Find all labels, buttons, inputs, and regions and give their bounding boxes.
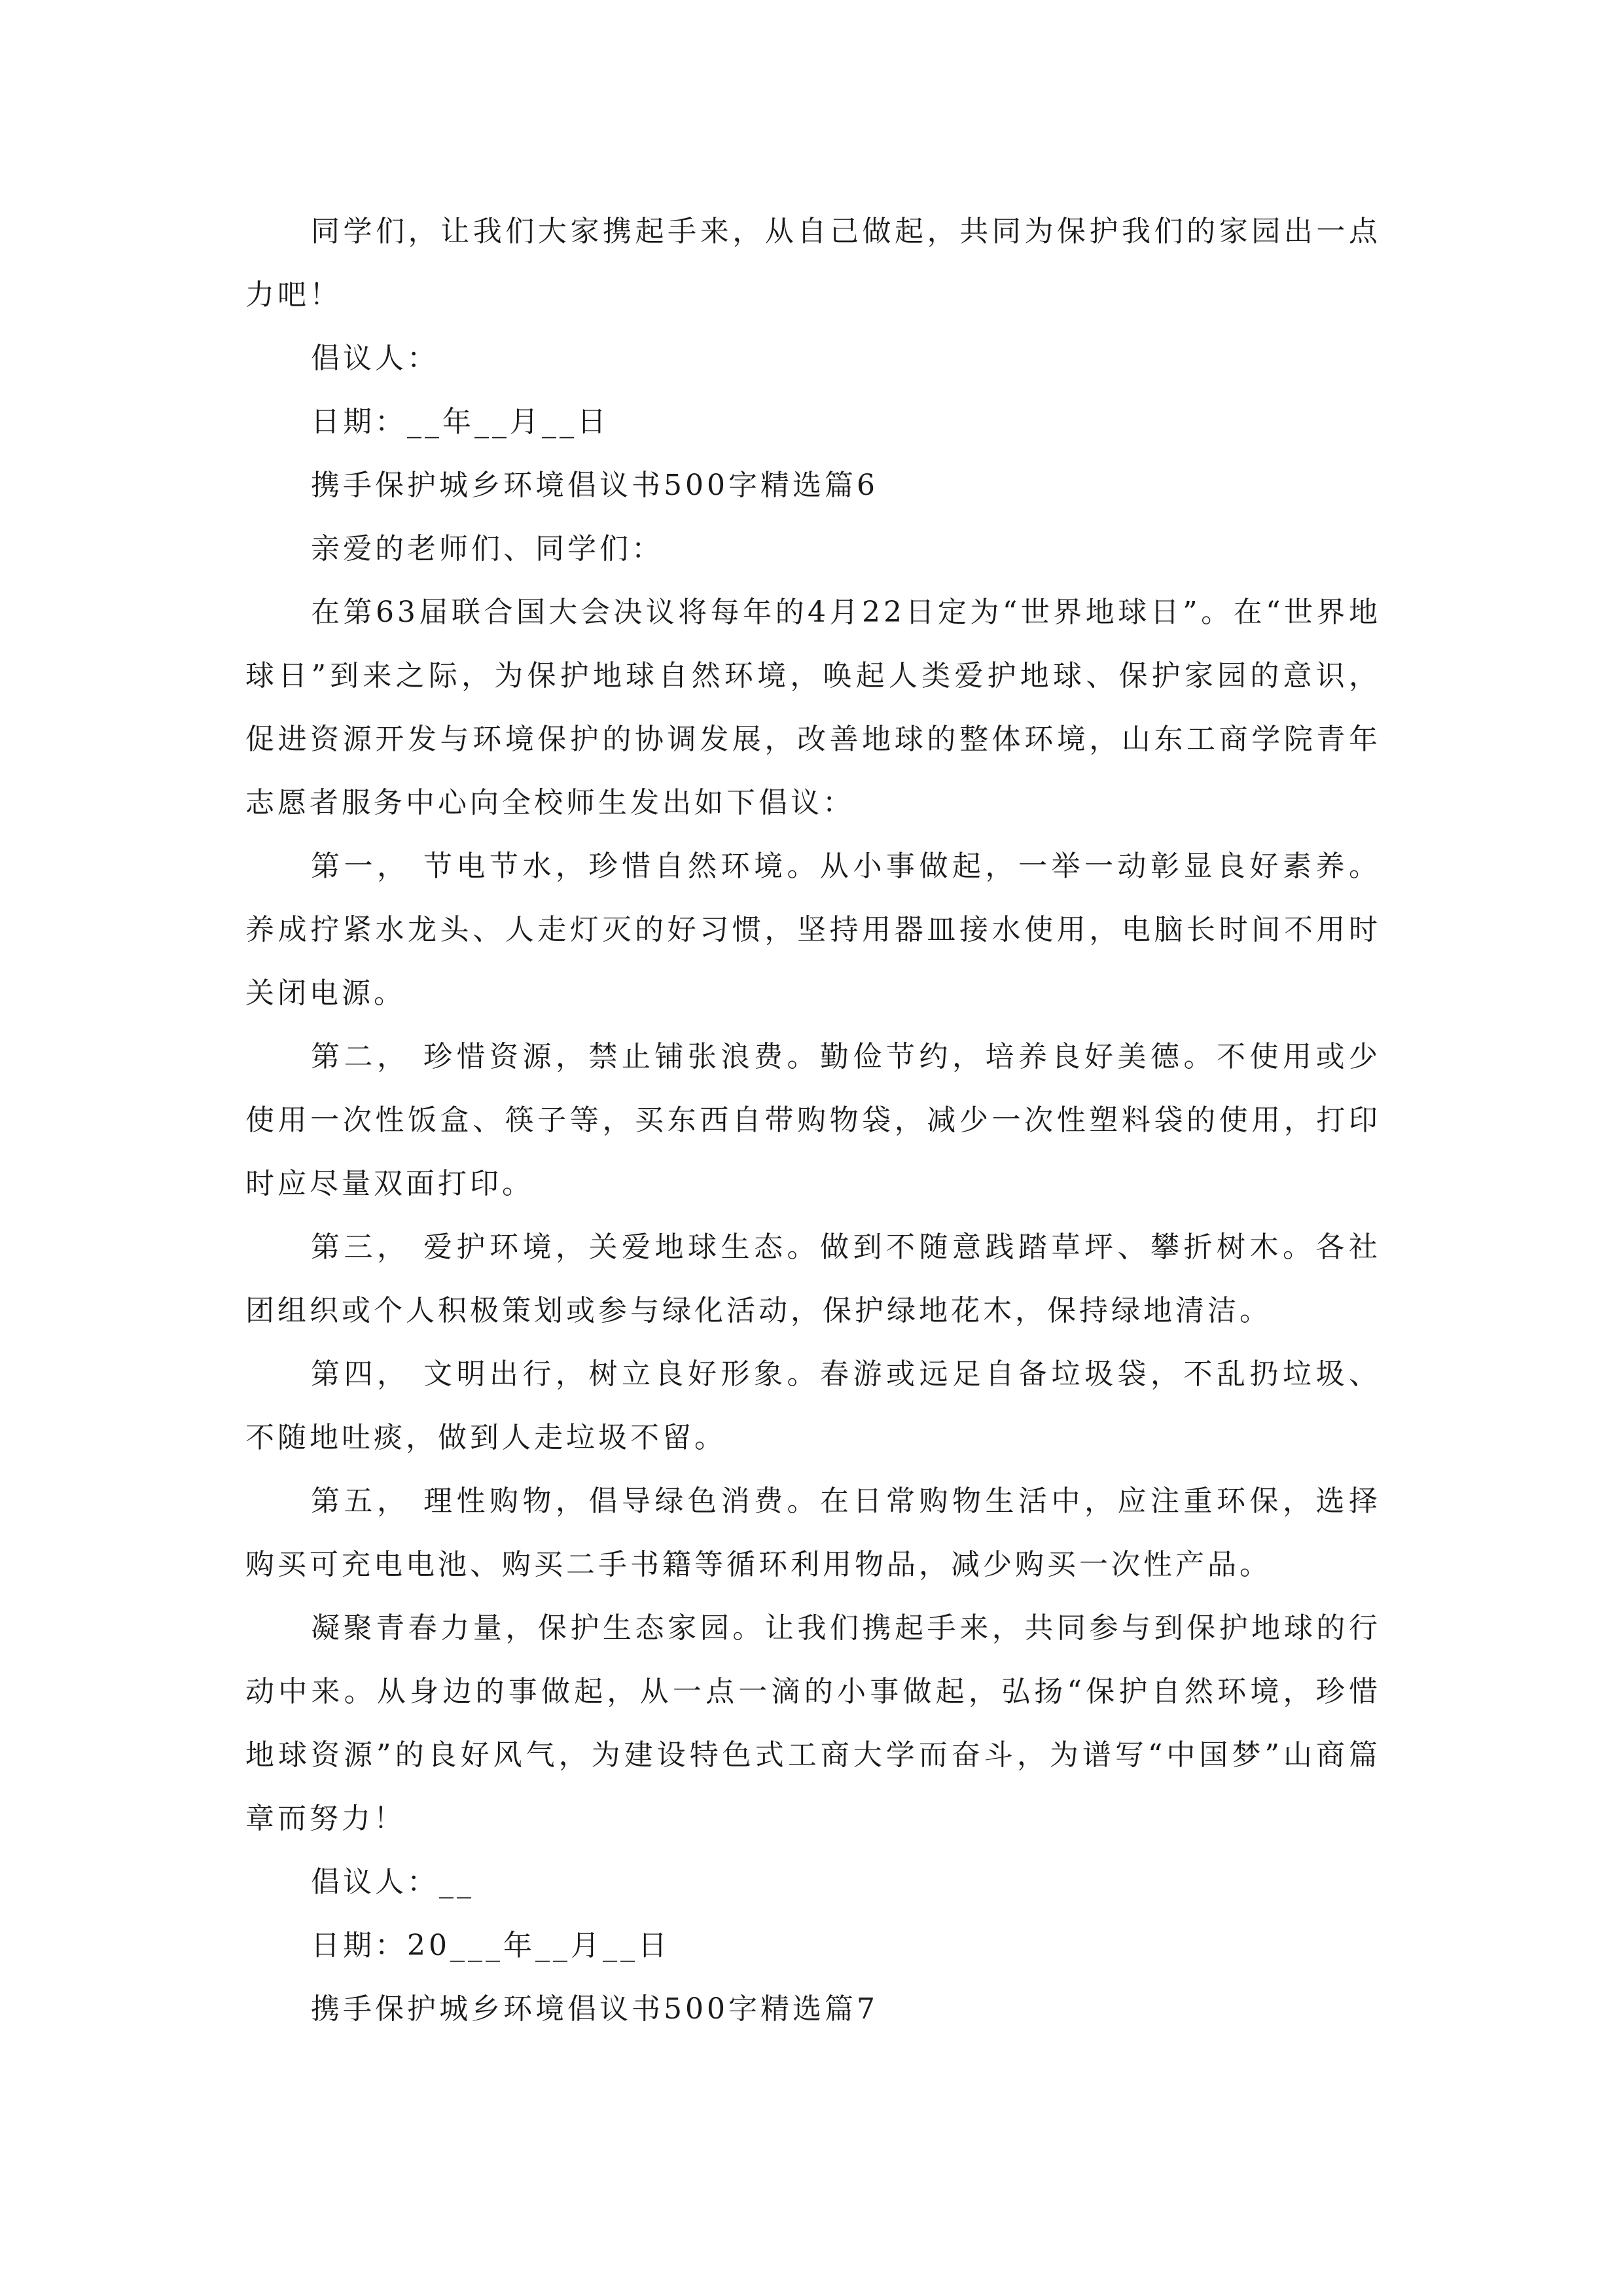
date-line: 日期：__年__月__日 xyxy=(311,405,609,439)
salutation: 亲爱的老师们、同学们： xyxy=(311,532,664,565)
date-line-2: 日期：20___年__月__日 xyxy=(311,1929,670,1962)
proposer-line: 倡议人： xyxy=(311,342,439,375)
proposal-item-1: 第一， 节电节水，珍惜自然环境。从小事做起，一举一动彰显良好素养。养成拧紧水龙头、人走灯灭的好习惯，坚持用器皿接水使用，电脑长时间不用时关闭电源。 xyxy=(245,850,1381,1010)
section-title-6: 携手保护城乡环境倡议书500字精选篇6 xyxy=(311,469,878,502)
conclusion-paragraph: 凝聚青春力量，保护生态家园。让我们携起手来，共同参与到保护地球的行动中来。从身边的事做起，从一点一滴的小事做起，弘扬“保护自然环境，珍惜地球资源”的良好风气，为建设特色式工商大学而奋斗，为谱写“中国梦”山商篇章而努力！ xyxy=(245,1611,1381,1835)
proposal-item-2: 第二， 珍惜资源，禁止铺张浪费。勤俭节约，培养良好美德。不使用或少使用一次性饭盒、筷子等，买东西自带购物袋，减少一次性塑料袋的使用，打印时应尽量双面打印。 xyxy=(245,1040,1381,1200)
document-body xyxy=(245,200,1381,2041)
proposal-item-4: 第四， 文明出行，树立良好形象。春游或远足自备垃圾袋，不乱扔垃圾、不随地吐痰，做到人走垃圾不留。 xyxy=(245,1357,1381,1454)
proposer-line-2: 倡议人：__ xyxy=(311,1865,474,1899)
proposal-item-3: 第三， 爱护环境，关爱地球生态。做到不随意践踏草坪、攀折树木。各社团组织或个人积极策划或参与绿化活动，保护绿地花木，保持绿地清洁。 xyxy=(245,1230,1381,1327)
closing-appeal-paragraph: 同学们，让我们大家携起手来，从自己做起，共同为保护我们的家园出一点力吧！ xyxy=(245,215,1381,312)
intro-paragraph: 在第63届联合国大会决议将每年的4月22日定为“世界地球日”。在“世界地球日”到来之际，为保护地球自然环境，唤起人类爱护地球、保护家园的意识，促进资源开发与环境保护的协调发展，改善地球的整体环境，山东工商学院青年志愿者服务中心向全校师生发出如下倡议： xyxy=(245,596,1381,819)
section-title-7: 携手保护城乡环境倡议书500字精选篇7 xyxy=(311,1992,878,2026)
proposal-item-5: 第五， 理性购物，倡导绿色消费。在日常购物生活中，应注重环保，选择购买可充电电池、购买二手书籍等循环利用物品，减少购买一次性产品。 xyxy=(245,1484,1381,1581)
